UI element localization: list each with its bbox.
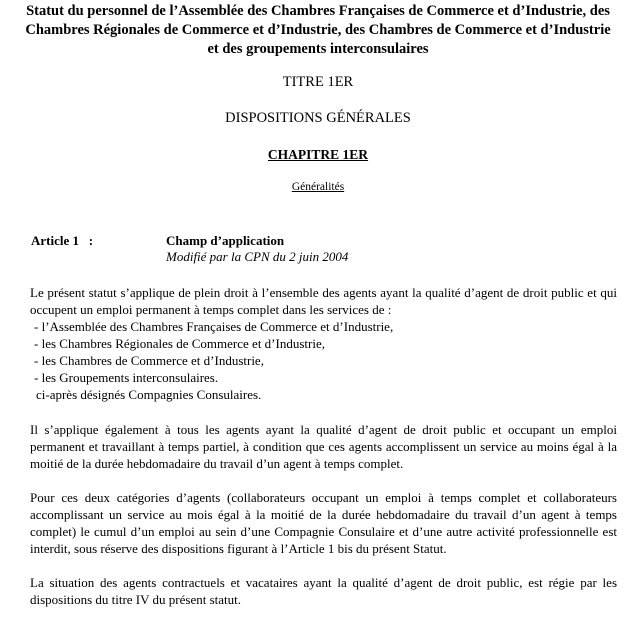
- services-list: [30, 318, 393, 386]
- list-item: - les Groupements interconsulaires.: [34, 370, 219, 385]
- list-item: - les Chambres Régionales de Commerce et d’Industrie,: [34, 336, 325, 351]
- paragraph-scope-intro: Le présent statut s’applique de plein droit à l’ensemble des agents ayant la qualité d’agent de droit public et qui occupent un emploi permanent à temps complet dans les services de :: [30, 285, 617, 317]
- chapter-heading: CHAPITRE 1ER: [267, 147, 369, 162]
- chapter-subtitle: Généralités: [291, 181, 345, 193]
- list-item: - les Chambres de Commerce et d’Industrie,: [34, 353, 264, 368]
- section-heading: DISPOSITIONS GÉNÉRALES: [225, 110, 411, 126]
- paragraph-cumulation: Pour ces deux catégories d’agents (collaborateurs occupant un emploi à temps complet et collaborateurs accomplissant un service au mois égal à la moitié de la durée hebdomadaire du travail d’un agent à temps complet) le cumul d’un emploi au sein d’une Compagnie Consulaire et d’une autre activité professionnelle est interdit, sous réserve des dispositions figurant à l’Article 1 bis du présent Statut.: [30, 490, 617, 556]
- article-modification-note: Modifié par la CPN du 2 juin 2004: [166, 249, 349, 264]
- article-label: Article 1 :: [31, 233, 94, 248]
- paragraph-scope-end: ci-après désignés Compagnies Consulaires.: [36, 387, 262, 402]
- titre-heading: TITRE 1ER: [282, 74, 354, 90]
- paragraph-part-time: Il s’applique également à tous les agents ayant la qualité d’agent de droit public et occupant un emploi permanent et travaillant à temps partiel, à condition que ces agents accomplissent un service au moins égal à la moitié de la durée hebdomadaire du travail d’un agent à temps complet.: [30, 422, 617, 471]
- article-heading: Champ d’application: [166, 233, 285, 248]
- document-title: Statut du personnel de l’Assemblée des Chambres Françaises de Commerce et d’Industrie, des Chambres Régionales de Commerce et d’Industrie, des Chambres de Commerce et d’Industrie et des groupements interconsulaires: [25, 3, 611, 57]
- list-item: - l’Assemblée des Chambres Françaises de Commerce et d’Industrie,: [34, 319, 394, 334]
- paragraph-contractual-agents: La situation des agents contractuels et vacataires ayant la qualité d’agent de droit public, est régie par les dispositions du titre IV du présent statut.: [30, 575, 617, 607]
